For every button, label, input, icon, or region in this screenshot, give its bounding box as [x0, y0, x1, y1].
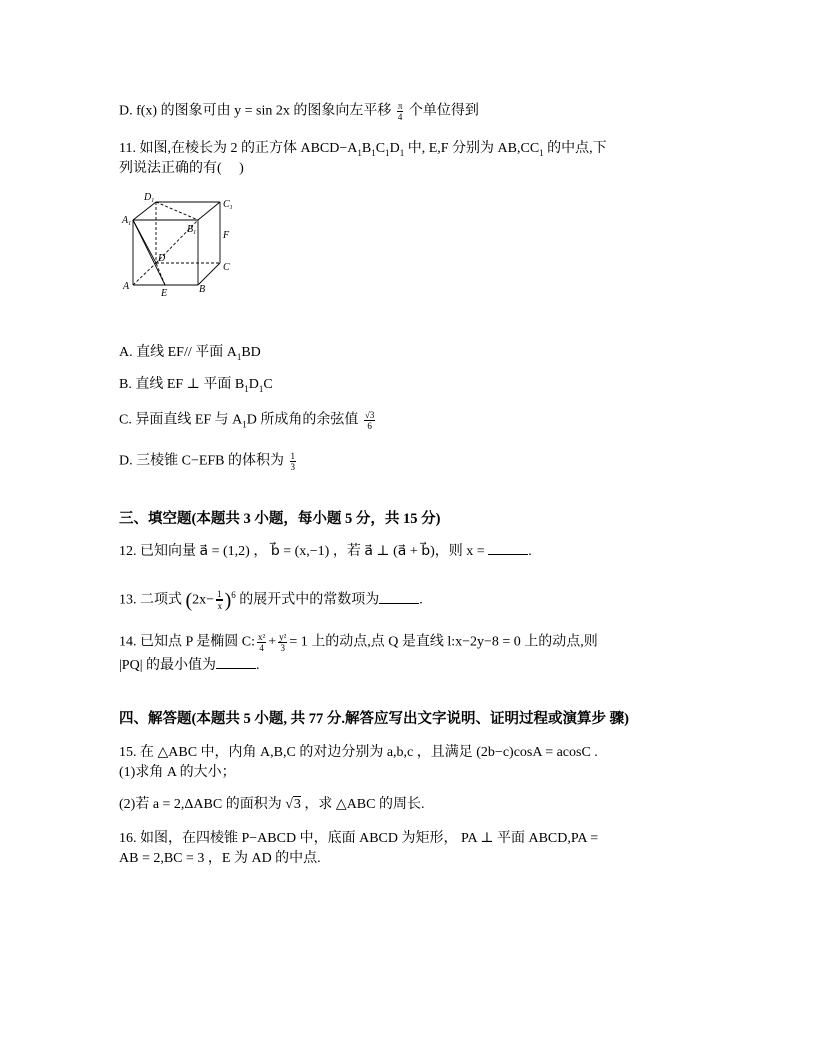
label-d: D [158, 253, 166, 264]
label-f: F [223, 230, 230, 241]
answer-blank [379, 591, 419, 604]
label-b: B [199, 284, 206, 295]
section-heading-fill-in: 三、填空题(本题共 3 小题，每小题 5 分，共 15 分) [119, 511, 441, 527]
q14-line2: |PQ| 的最小值为 . [119, 658, 260, 673]
q16: 16. 如图，在四棱锥 P−ABCD 中，底面 ABCD 为矩形， PA ⊥ 平面 ABCD,PA = [119, 831, 599, 846]
label-e: E [161, 288, 168, 299]
q12: 12. 已知向量 a⃗ = (1,2) ， b⃗ = (x,−1) ，若 a⃗ ⊥ (a⃗ + b⃗)，则 x = . [119, 544, 532, 559]
label-b1: $B_1$ [187, 224, 197, 236]
answer-blank [216, 656, 256, 669]
q10-option-d: D. f(x) 的图象可由 y = sin 2x 的图象向左平移 $\frac{\pi}{4}$ 个单位得到 [119, 101, 479, 122]
label-d1: $D_1$ [144, 192, 155, 204]
fraction: $\frac{\pi}{4}$ [397, 101, 403, 122]
q15: 15. 在 △ABC 中，内角 A,B,C 的对边分别为 a,b,c ，且满足 (2b−c)cosA = acosC . [119, 745, 598, 760]
q15-part2: (2)若 a = 2,ΔABC 的面积为 √3 ，求 △ABC 的周长. [119, 797, 425, 812]
answer-blank [488, 542, 528, 555]
q11-stem: 11. 如图,在棱长为 2 的正方体 $ABCD-A_1B_1C_1D_1$ 中, E,F 分别为 $AB,CC_1$ 的中点,下 [119, 141, 607, 158]
label-a1: $A_1$ [122, 215, 132, 227]
q16-line2: AB = 2,BC = 3 ，E 为 AD 的中点. [119, 851, 321, 866]
label-c1: $C_1$ [223, 199, 233, 211]
label-c: C [223, 262, 230, 273]
fraction: $\frac{1}{3}$ [290, 451, 296, 472]
q11-option-d: D. 三棱锥 C−EFB 的体积为 $\frac{1}{3}$ [119, 451, 296, 472]
q11-stem-line2: 列说法正确的有( ) [119, 161, 244, 176]
q11-option-a: A. 直线 EF// 平面 $A_1BD$ [119, 345, 261, 362]
section-heading-answer: 四、解答题(本题共 5 小题, 共 77 分.解答应写出文字说明、证明过程或演算步 骤) [119, 711, 629, 727]
q11-option-b: B. 直线 EF ⊥ 平面 $B_1D_1C$ [119, 377, 273, 394]
fraction: $\frac{√3}{6}$ [364, 410, 375, 431]
cube-figure [118, 190, 248, 300]
q15-part1: (1)求角 A 的大小； [119, 765, 236, 780]
q13: 13. 二项式 (2x− $\frac{1}{x}$ )$^6$ 的展开式中的常数项为 . [119, 589, 423, 612]
q14: 14. 已知点 P 是椭圆 C: $\frac{\text{x²}}{4}$ + $\frac{\text{y²}}{3}$ = 1 上的动点,点 Q 是直线 l:x−2y−8 = 0 上的动点,则 [119, 632, 598, 653]
q11-option-c: C. 异面直线 EF 与 $A_1D$ 所成角的余弦值 $\frac{√3}{6}$ [119, 410, 375, 431]
label-a: A [123, 281, 130, 292]
